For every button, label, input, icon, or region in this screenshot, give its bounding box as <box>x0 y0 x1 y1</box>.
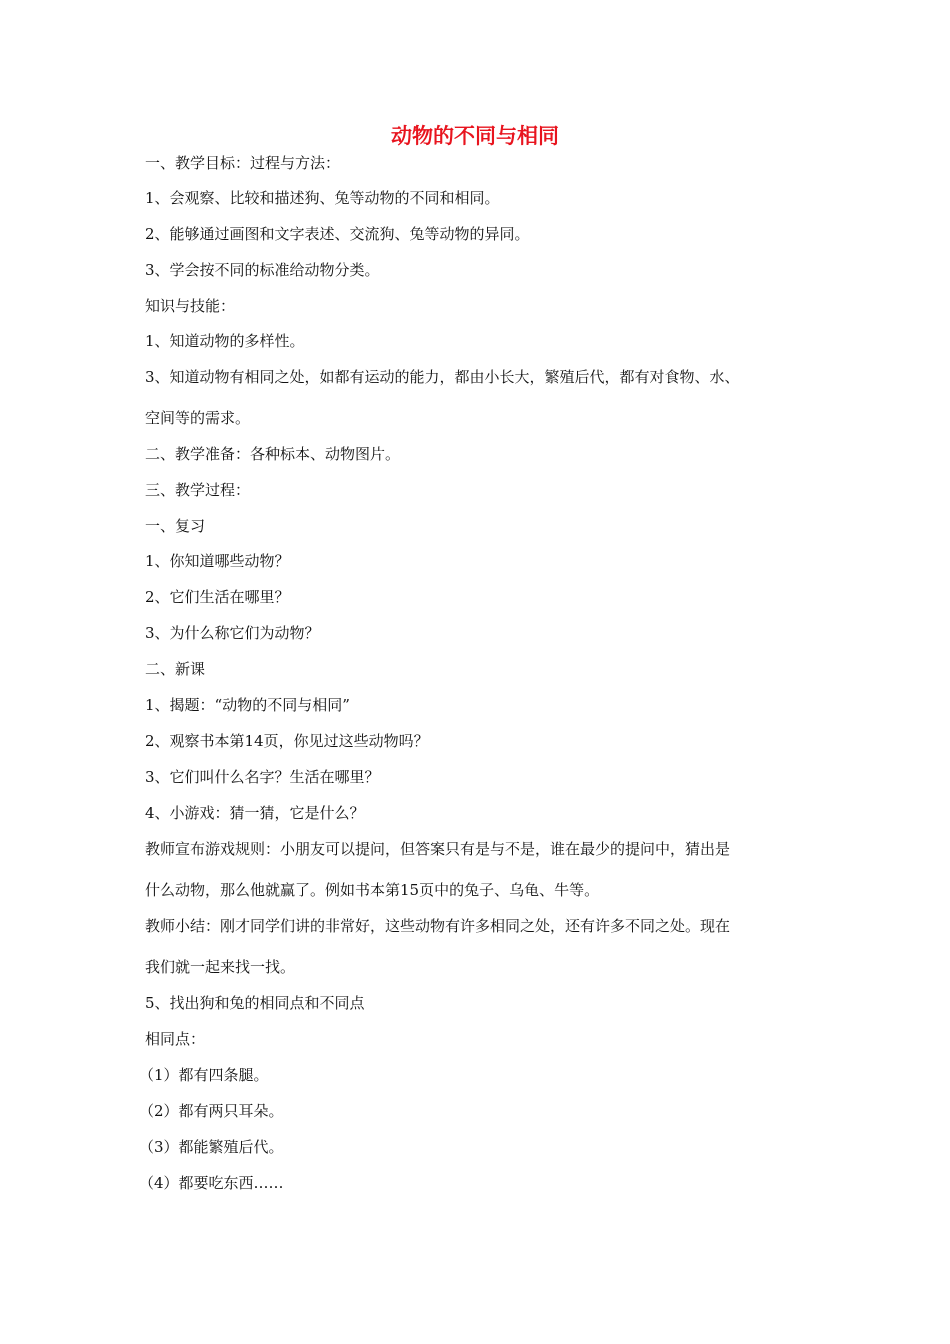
paragraph-line: 2、能够通过画图和文字表述、交流狗、兔等动物的异同。 <box>145 225 530 243</box>
list-item: （4）都要吃东西…… <box>139 1174 284 1192</box>
paragraph-line: 2、它们生活在哪里？ <box>145 588 290 606</box>
section-heading: 一、教学目标：过程与方法： <box>145 154 341 172</box>
paragraph-line: 我们就一起来找一找。 <box>145 958 296 976</box>
section-heading: 相同点： <box>145 1030 206 1048</box>
list-item: （3）都能繁殖后代。 <box>139 1138 284 1156</box>
paragraph-line: 3、知道动物有相同之处，如都有运动的能力，都由小长大，繁殖后代，都有对食物、水、 <box>145 368 740 386</box>
paragraph-line: 3、学会按不同的标准给动物分类。 <box>145 261 380 279</box>
paragraph-line: 3、为什么称它们为动物？ <box>145 624 320 642</box>
paragraph-line: 1、知道动物的多样性。 <box>145 332 305 350</box>
paragraph-line: 教师宣布游戏规则：小朋友可以提问，但答案只有是与不是，谁在最少的提问中，猜出是 <box>145 840 731 858</box>
paragraph-line: 1、揭题：“动物的不同与相同” <box>145 696 350 714</box>
paragraph-line: 什么动物，那么他就赢了。例如书本第15页中的兔子、乌龟、牛等。 <box>145 881 600 899</box>
section-heading: 一、复习 <box>145 517 206 535</box>
paragraph-line: 2、观察书本第14页，你见过这些动物吗？ <box>145 732 429 750</box>
section-heading: 二、教学准备：各种标本、动物图片。 <box>145 445 401 463</box>
paragraph-line: 4、小游戏：猜一猜，它是什么？ <box>145 804 365 822</box>
paragraph-line: 5、找出狗和兔的相同点和不同点 <box>145 994 365 1012</box>
paragraph-line: 教师小结：刚才同学们讲的非常好，这些动物有许多相同之处，还有许多不同之处。现在 <box>145 917 731 935</box>
section-heading: 二、新课 <box>145 660 206 678</box>
document-title: 动物的不同与相同 <box>391 124 559 148</box>
section-heading: 三、教学过程： <box>145 481 251 499</box>
list-item: （2）都有两只耳朵。 <box>139 1102 284 1120</box>
list-item: （1）都有四条腿。 <box>139 1066 269 1084</box>
paragraph-line: 1、你知道哪些动物？ <box>145 552 290 570</box>
paragraph-line: 空间等的需求。 <box>145 409 251 427</box>
paragraph-line: 1、会观察、比较和描述狗、兔等动物的不同和相同。 <box>145 189 500 207</box>
section-heading: 知识与技能： <box>145 297 236 315</box>
paragraph-line: 3、它们叫什么名字？生活在哪里？ <box>145 768 380 786</box>
